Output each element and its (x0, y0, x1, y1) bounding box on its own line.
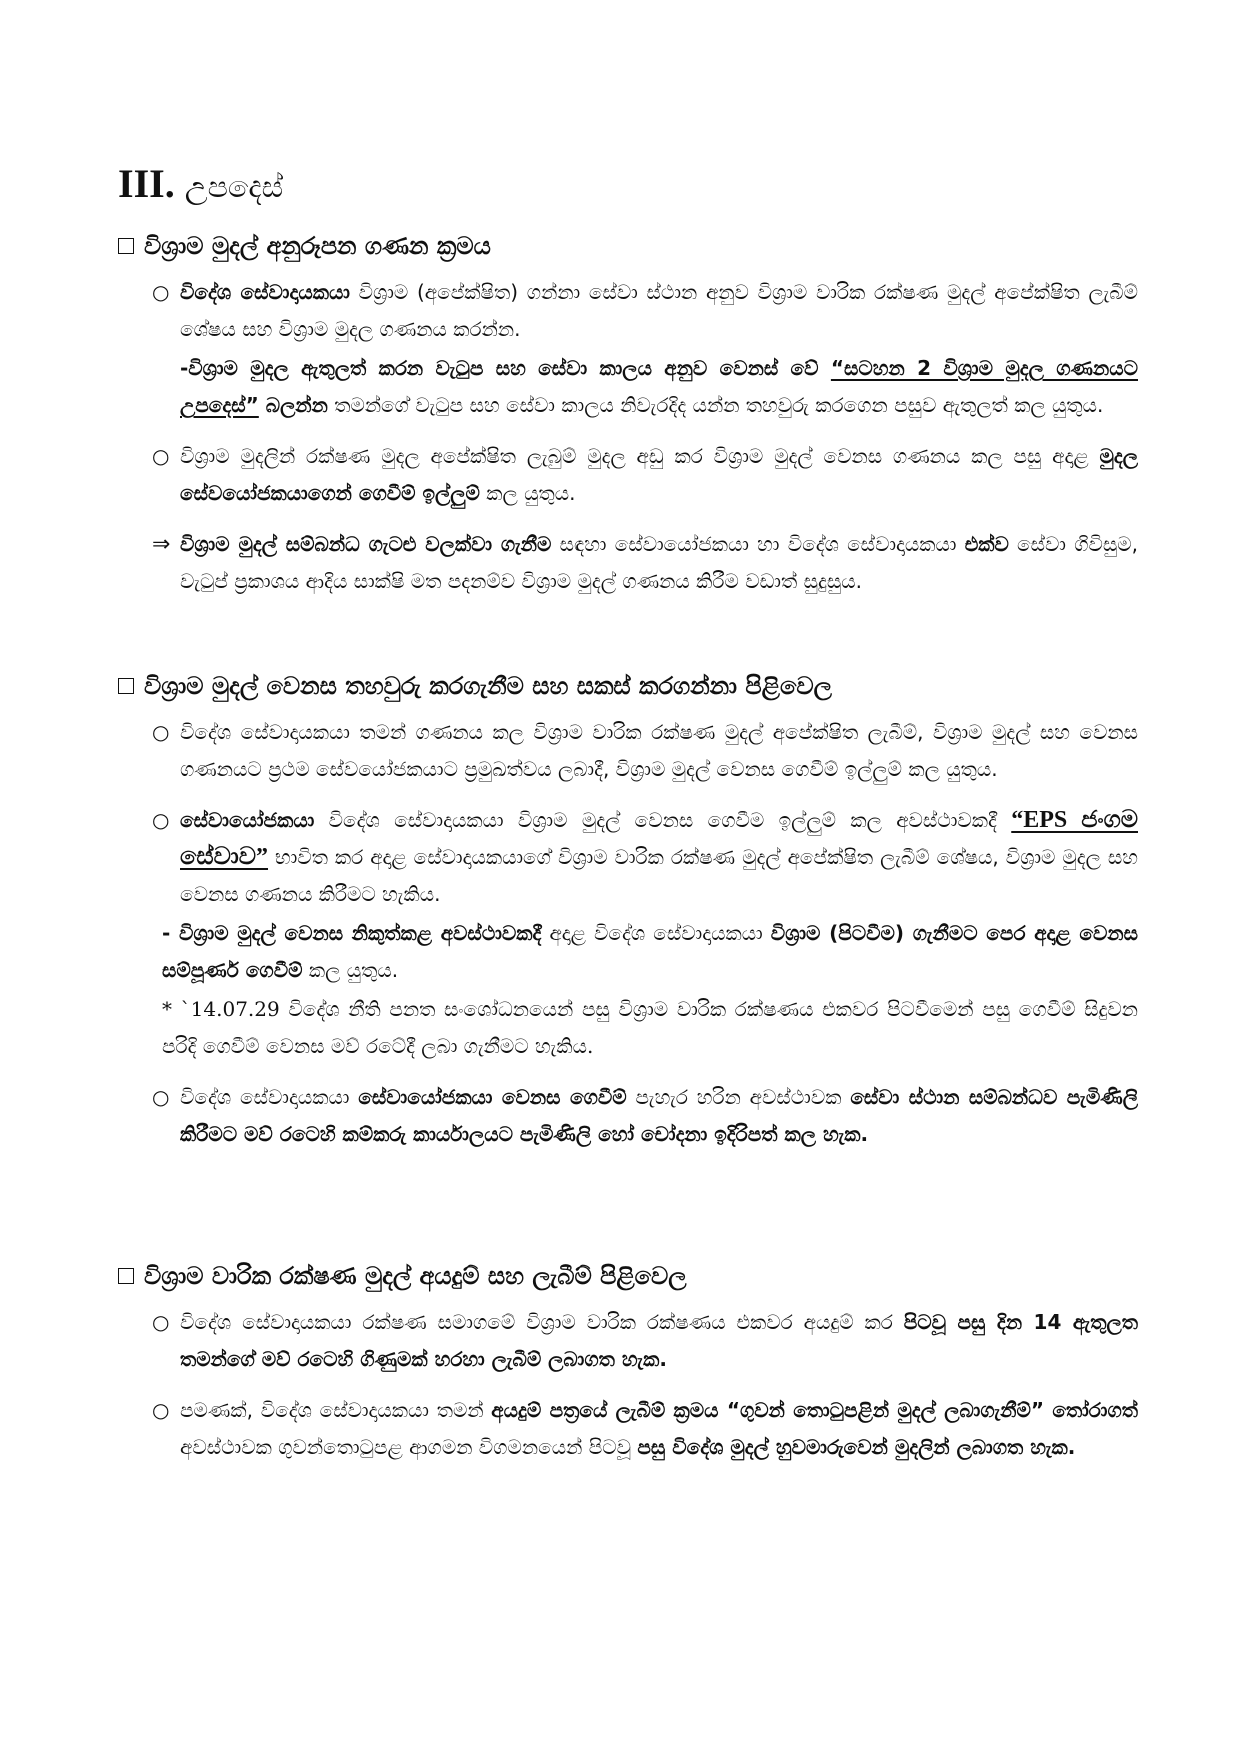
list-item (118, 802, 1138, 913)
text: කල යුතුය. (479, 481, 576, 505)
text: තමන්ගේ වැටුප සහ සේවා කාලය නිවැරදිද යන්න තහවුරු කරගෙන පසුව ඇතුලත් කල යුතුය. (327, 393, 1104, 417)
section-3-title-text: විශ්‍රාම වාරික රක්ෂණ මුදල් අයදුම් සහ ලැබීම් පිළිවෙල (144, 1262, 687, 1290)
text-bold: අයදුම් පත්‍රයේ ලැබීම් ක්‍රමය “ගුවන් තොටුපළින් මුදල් ලබාගැනීම්” තෝරාගත් (491, 1398, 1138, 1422)
sub-note (118, 350, 1138, 424)
text-bold: විශ්‍රාම මුදල් සම්බන්ධ ගැටළු වලක්වා ගැනීම (180, 532, 552, 556)
text: විදේශ සේවාදායකයා රක්ෂණ සමාගමේ විශ්‍රාම වාරික රක්ෂණය එකවර අයදුම් කර (180, 1310, 904, 1334)
text: භාවිත කර අදාළ සේවාදායකයාගේ විශ්‍රාම වාරික රක්ෂණ මුදල් අපේක්ෂිත ලැබීම් ශේෂය, විශ්‍රාම මුදල සහ වෙනස ගණනය කිරීමට හැකිය. (180, 845, 1138, 906)
list-item (118, 1304, 1138, 1378)
reference-link-text: “සටහන 2 විශ්‍රාම මුදල ගණනයට උපදෙස්” (180, 356, 1138, 417)
section-1-title-text: විශ්‍රාම මුදල් අනුරූපන ගණන ක්‍රමය (144, 232, 491, 260)
text: කල යුතුය. (302, 958, 399, 982)
section-3-title (118, 1262, 1138, 1290)
eps-service-text: “EPS ජංගම සේවාව” (180, 807, 1138, 870)
list-item (118, 1079, 1138, 1153)
section-2-title (118, 672, 1138, 700)
page-heading (118, 160, 283, 207)
dash-note (118, 915, 1138, 989)
text: විශ්‍රාම (අපේක්ෂිත) ගන්නා සේවා ස්ථාන අනුව විශ්‍රාම වාරික රක්ෂණ මුදල් අපේක්ෂිත ලැබීම් ශේෂය සහ විශ්‍රාම මුදල ගණනය කරන්න. (180, 280, 1138, 341)
double-arrow-icon: ⇒ (152, 532, 171, 557)
text-bold: සේවායෝජකයා වෙනස ගෙවීම් (358, 1085, 627, 1109)
text-bold: විදේශ සේවාදායකයා (180, 280, 350, 304)
text-bold: මුදල සේවයෝජකයාගෙන් ගෙවීම් ඉල්ලුම් (180, 444, 1138, 505)
circle-bullet-icon: ○ (152, 444, 170, 468)
circle-bullet-icon: ○ (152, 280, 170, 304)
checkbox-square-icon (118, 1268, 134, 1284)
section-2-title-text: විශ්‍රාම මුදල් වෙනස තහවුරු කරගැනීම සහ සකස් කරගන්නා පිළිවෙල (144, 672, 832, 700)
text: සඳහා සේවායෝජකයා හා විදේශ සේවාදායකයා (551, 532, 965, 556)
text-bold: සේවායෝජකයා (180, 808, 315, 832)
text-bold: පසු විදේශ මුදල් හුවමාරුවෙන් මුදලින් ලබාගත හැක. (637, 1435, 1076, 1459)
heading-title: උපදෙස් (184, 170, 284, 205)
circle-bullet-icon: ○ (152, 1398, 170, 1422)
text-bold: පිටවූ පසු දින 14 ඇතුලත තමන්ගේ මව් රටෙහි ගිණුමක් හරහා ලැබීම් ලබාගත හැක. (180, 1310, 1138, 1371)
text-bold: - විශ්‍රාම මුදල් වෙනස නිකුත්කළ අවස්ථාවකදී (162, 921, 542, 945)
text: පමණක්, විදේශ සේවාදායකයා තමන් (180, 1398, 492, 1422)
star-note: * `14.07.29 විදේශ නීති පනත සංශෝධනයෙන් පසු විශ්‍රාම වාරික රක්ෂණය එකවර පිටවීමෙන් පසු ගෙවීම් සිදුවන පරිදි ගෙවීම් වෙනස මව් රටේදී ලබා ගැනීමට හැකිය. (162, 997, 1138, 1058)
text: අවස්ථාවක ගුවන්තොටුපළ ආගමන විගමනයෙන් පිටවූ (180, 1435, 638, 1459)
list-item (118, 1392, 1138, 1466)
list-item (118, 714, 1138, 788)
section-1 (118, 232, 1138, 600)
text: විශ්‍රාම මුදලින් රක්ෂණ මුදල අපේක්ෂිත ලැබුම් මුදල අඩු කර විශ්‍රාම මුදල් වෙනස ගණනය කල පසු අදාළ (180, 444, 1100, 468)
text: විදේශ සේවාදායකයා (180, 1085, 359, 1109)
section-2 (118, 672, 1138, 1153)
text: විදේශ සේවාදායකයා තමන් ගණනය කල විශ්‍රාම වාරික රක්ෂණ මුදල් අපේක්ෂිත ලැබීම්, විශ්‍රාම මුදල් සහ වෙනස ගණනයට ප්‍රථම සේවයෝජකයාට ප්‍රමුඛත්වය ලබාදී, විශ්‍රාම මුදල් වෙනස ගෙවීම් ඉල්ලුම් කල යුතුය. (180, 720, 1138, 781)
list-item (118, 526, 1138, 600)
text-bold: විශ්‍රාම (පිටවීම) ගැනීමට පෙර අදාළ වෙනස සම්පූර්ණ ගෙවීම් (162, 921, 1138, 982)
text: පැහැර හරින අවස්ථාවක (626, 1085, 851, 1109)
circle-bullet-icon: ○ (152, 1310, 170, 1334)
section-1-title (118, 232, 1138, 260)
list-item (118, 438, 1138, 512)
circle-bullet-icon: ○ (152, 720, 170, 744)
checkbox-square-icon (118, 238, 134, 254)
section-3 (118, 1262, 1138, 1466)
heading-numeral: III. (118, 161, 175, 206)
circle-bullet-icon: ○ (152, 808, 170, 832)
text: අදාළ විදේශ සේවාදායකයා (541, 921, 771, 945)
text-bold: -විශ්‍රාම මුදල ඇතුලත් කරන වැටුප සහ සේවා කාලය අනුව වෙනස් වේ (180, 356, 831, 380)
circle-bullet-icon: ○ (152, 1085, 170, 1109)
text: සේවා ගිවිසුම, වැටුප් ප්‍රකාශය ආදිය සාක්ෂි මත පදනම්ව විශ්‍රාම මුදල් ගණනය කිරීම වඩාත් සුදුසුය. (180, 532, 1139, 593)
text-bold: එක්ව (964, 532, 1009, 556)
checkbox-square-icon (118, 678, 134, 694)
text-bold: සේවා ස්ථාන සම්බන්ධව පැමිණිලි කිරීමට මව් රටෙහි කම්කරු කාර්යාලයට පැමිණිලි හෝ චෝදනා ඉදිරිපත් කල හැක. (180, 1085, 1138, 1146)
text: විදේශ සේවාදායකයා විශ්‍රාම මුදල් වෙනස ගෙවීම ඉල්ලුම් කල අවස්ථාවකදී (314, 808, 1012, 832)
list-item (118, 274, 1138, 348)
text-bold: බලන්න (258, 393, 328, 417)
